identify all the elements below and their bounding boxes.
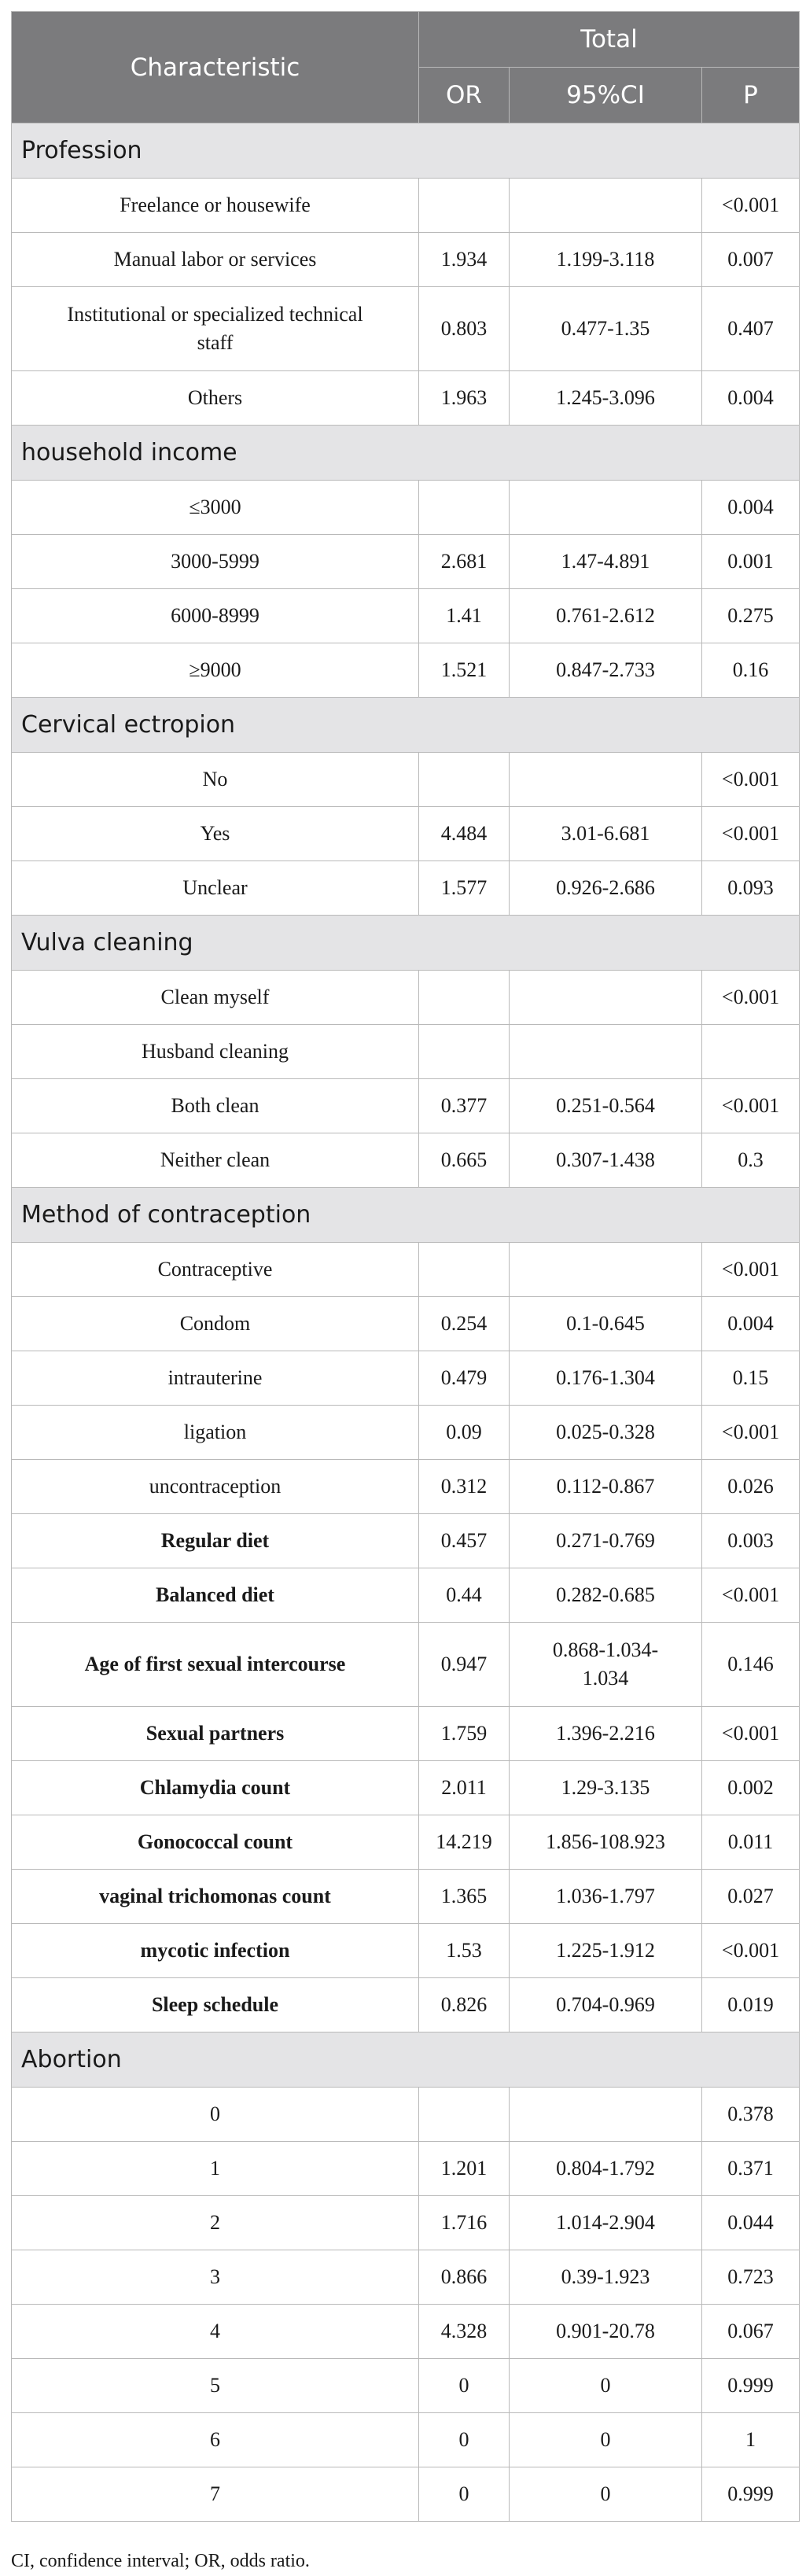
p-cell: 0.003 <box>702 1514 800 1568</box>
section-header-row <box>12 698 800 753</box>
characteristic-text: mycotic infection <box>140 1939 290 1962</box>
characteristic-cell <box>12 861 419 916</box>
section-header-row <box>12 1188 800 1243</box>
ci-cell: 0.176-1.304 <box>510 1351 702 1406</box>
table-row <box>12 481 800 535</box>
section-header-row <box>12 2032 800 2088</box>
characteristic-cell <box>12 643 419 698</box>
characteristic-text: Freelance or housewife <box>120 193 311 216</box>
or-cell: 2.011 <box>419 1761 510 1815</box>
characteristic-cell <box>12 753 419 807</box>
or-cell: 1.365 <box>419 1870 510 1924</box>
characteristic-text: ≥9000 <box>189 658 241 681</box>
or-cell: 0.947 <box>419 1623 510 1707</box>
table-row <box>12 1978 800 2032</box>
or-cell: 0.312 <box>419 1460 510 1514</box>
characteristic-text: 3000-5999 <box>171 550 259 573</box>
p-cell: <0.001 <box>702 1707 800 1761</box>
or-cell: 1.963 <box>419 371 510 426</box>
p-cell: 0.026 <box>702 1460 800 1514</box>
or-cell: 1.521 <box>419 643 510 698</box>
section-header-row <box>12 123 800 179</box>
table-row <box>12 2305 800 2359</box>
p-cell: 0.002 <box>702 1761 800 1815</box>
ci-cell: 0.926-2.686 <box>510 861 702 916</box>
characteristic-text: Sexual partners <box>145 1722 285 1745</box>
or-cell <box>419 481 510 535</box>
characteristic-text: 5 <box>210 2374 220 2397</box>
ci-header: 95%CI <box>510 68 702 123</box>
table-row <box>12 2088 800 2142</box>
ci-cell: 0 <box>510 2359 702 2413</box>
characteristic-text: 6 <box>210 2428 220 2451</box>
ci-cell: 1.47-4.891 <box>510 535 702 589</box>
ci-text: 0.868-1.034-1.034 <box>552 1638 659 1690</box>
characteristic-text: Neither clean <box>160 1148 271 1171</box>
p-cell: 0.007 <box>702 233 800 287</box>
or-cell: 4.328 <box>419 2305 510 2359</box>
p-cell: 0.407 <box>702 287 800 371</box>
or-cell: 14.219 <box>419 1815 510 1870</box>
characteristic-cell <box>12 1761 419 1815</box>
p-cell: 0.275 <box>702 589 800 643</box>
ci-cell: 0.761-2.612 <box>510 589 702 643</box>
p-cell: 0.067 <box>702 2305 800 2359</box>
table-row <box>12 643 800 698</box>
characteristic-cell <box>12 2196 419 2250</box>
characteristic-text: 7 <box>210 2482 220 2505</box>
ci-cell: 1.225-1.912 <box>510 1924 702 1978</box>
or-cell <box>419 179 510 233</box>
characteristic-text: Both clean <box>171 1094 259 1117</box>
table-row <box>12 1568 800 1623</box>
ci-cell: 0.704-0.969 <box>510 1978 702 2032</box>
ci-cell: 1.29-3.135 <box>510 1761 702 1815</box>
p-cell: 0.001 <box>702 535 800 589</box>
table-row <box>12 1870 800 1924</box>
p-cell: 0.004 <box>702 481 800 535</box>
or-cell: 0.826 <box>419 1978 510 2032</box>
odds-ratio-table <box>11 11 800 2522</box>
or-cell <box>419 971 510 1025</box>
p-cell: <0.001 <box>702 179 800 233</box>
table-row <box>12 2250 800 2305</box>
characteristic-text: Balanced diet <box>156 1583 274 1606</box>
or-cell: 0.457 <box>419 1514 510 1568</box>
ci-cell <box>510 1025 702 1079</box>
or-header: OR <box>419 68 510 123</box>
p-cell: <0.001 <box>702 1568 800 1623</box>
characteristic-text: Regular diet <box>160 1529 270 1552</box>
table-row <box>12 1406 800 1460</box>
p-cell: 0.371 <box>702 2142 800 2196</box>
characteristic-cell <box>12 535 419 589</box>
ci-cell: 0.282-0.685 <box>510 1568 702 1623</box>
table-row <box>12 1297 800 1351</box>
table-row <box>12 371 800 426</box>
ci-cell: 0 <box>510 2413 702 2467</box>
or-cell: 0 <box>419 2413 510 2467</box>
table-row <box>12 807 800 861</box>
table-row <box>12 2142 800 2196</box>
characteristic-text: Clean myself <box>160 986 270 1008</box>
characteristic-cell <box>12 807 419 861</box>
table-row <box>12 1815 800 1870</box>
p-cell: 0.004 <box>702 1297 800 1351</box>
table-footnote: CI, confidence interval; OR, odds ratio. <box>11 2551 310 2571</box>
or-cell: 0.254 <box>419 1297 510 1351</box>
or-cell: 1.934 <box>419 233 510 287</box>
p-cell: 0.999 <box>702 2467 800 2522</box>
or-cell: 0.665 <box>419 1133 510 1188</box>
p-cell: 0.3 <box>702 1133 800 1188</box>
table-row <box>12 1351 800 1406</box>
ci-cell <box>510 1623 702 1707</box>
characteristic-cell <box>12 1623 419 1707</box>
characteristic-text: Sleep schedule <box>151 1993 279 2016</box>
characteristic-cell <box>12 1025 419 1079</box>
or-cell: 0.866 <box>419 2250 510 2305</box>
p-cell: 0.16 <box>702 643 800 698</box>
section-label: Cervical ectropion <box>12 698 800 753</box>
table-header <box>12 12 800 123</box>
characteristic-cell <box>12 2088 419 2142</box>
or-cell: 0.09 <box>419 1406 510 1460</box>
p-cell: <0.001 <box>702 1406 800 1460</box>
table-row <box>12 1514 800 1568</box>
characteristic-cell <box>12 1460 419 1514</box>
characteristic-text: Unclear <box>182 876 248 899</box>
p-cell: 0.044 <box>702 2196 800 2250</box>
ci-cell <box>510 753 702 807</box>
table-row <box>12 753 800 807</box>
section-label: Vulva cleaning <box>12 916 800 971</box>
table-row <box>12 2413 800 2467</box>
characteristic-text: 3 <box>210 2265 220 2288</box>
characteristic-cell <box>12 2142 419 2196</box>
table-row <box>12 1243 800 1297</box>
p-cell: <0.001 <box>702 971 800 1025</box>
table-row <box>12 2467 800 2522</box>
characteristic-cell <box>12 1815 419 1870</box>
p-cell: <0.001 <box>702 807 800 861</box>
or-cell <box>419 1243 510 1297</box>
or-cell: 1.577 <box>419 861 510 916</box>
ci-cell: 0.804-1.792 <box>510 2142 702 2196</box>
table-row <box>12 1924 800 1978</box>
table-row <box>12 1025 800 1079</box>
characteristic-cell <box>12 1351 419 1406</box>
p-cell: 0.027 <box>702 1870 800 1924</box>
ci-cell <box>510 971 702 1025</box>
ci-cell: 0.39-1.923 <box>510 2250 702 2305</box>
ci-cell: 0.1-0.645 <box>510 1297 702 1351</box>
ci-cell: 0.112-0.867 <box>510 1460 702 1514</box>
characteristic-cell <box>12 1243 419 1297</box>
p-cell: 0.999 <box>702 2359 800 2413</box>
p-cell: 0.019 <box>702 1978 800 2032</box>
characteristic-text: ≤3000 <box>189 496 241 518</box>
table-row <box>12 535 800 589</box>
p-cell: <0.001 <box>702 1243 800 1297</box>
or-cell <box>419 753 510 807</box>
characteristic-text: Condom <box>179 1312 251 1335</box>
p-cell: <0.001 <box>702 753 800 807</box>
characteristic-cell <box>12 287 419 371</box>
characteristic-text: intrauterine <box>167 1366 263 1389</box>
characteristic-text: 0 <box>210 2102 220 2125</box>
table-row <box>12 2196 800 2250</box>
or-cell <box>419 2088 510 2142</box>
ci-cell: 0 <box>510 2467 702 2522</box>
or-cell: 0.44 <box>419 1568 510 1623</box>
characteristic-cell <box>12 371 419 426</box>
ci-cell: 1.856-108.923 <box>510 1815 702 1870</box>
ci-cell: 0.847-2.733 <box>510 643 702 698</box>
characteristic-cell <box>12 971 419 1025</box>
or-cell: 4.484 <box>419 807 510 861</box>
ci-cell: 0.251-0.564 <box>510 1079 702 1133</box>
characteristic-text: 4 <box>210 2320 220 2342</box>
p-cell: 0.378 <box>702 2088 800 2142</box>
ci-cell <box>510 2088 702 2142</box>
header-row-1 <box>12 12 800 68</box>
table-row <box>12 233 800 287</box>
p-cell: <0.001 <box>702 1079 800 1133</box>
ci-cell: 0.271-0.769 <box>510 1514 702 1568</box>
ci-cell: 0.477-1.35 <box>510 287 702 371</box>
characteristic-text: Manual labor or services <box>113 248 317 271</box>
characteristic-text: 2 <box>210 2211 220 2234</box>
characteristic-text: vaginal trichomonas count <box>99 1885 331 1907</box>
or-cell: 1.716 <box>419 2196 510 2250</box>
table-row <box>12 1623 800 1707</box>
table-row <box>12 861 800 916</box>
characteristic-text: ligation <box>183 1421 247 1443</box>
p-cell: 0.15 <box>702 1351 800 1406</box>
characteristic-text: 6000-8999 <box>171 604 259 627</box>
characteristic-cell <box>12 1568 419 1623</box>
table-row <box>12 971 800 1025</box>
characteristic-cell <box>12 179 419 233</box>
characteristic-text: Age of first sexual intercourse <box>84 1653 346 1675</box>
or-cell: 0 <box>419 2359 510 2413</box>
or-cell: 2.681 <box>419 535 510 589</box>
characteristic-text: Gonococcal count <box>137 1830 293 1853</box>
total-header: Total <box>419 12 800 68</box>
section-header-row <box>12 916 800 971</box>
ci-cell: 0.307-1.438 <box>510 1133 702 1188</box>
ci-cell: 0.901-20.78 <box>510 2305 702 2359</box>
table-row <box>12 1707 800 1761</box>
characteristic-cell <box>12 1133 419 1188</box>
table-row <box>12 1133 800 1188</box>
ci-cell: 1.014-2.904 <box>510 2196 702 2250</box>
characteristic-cell <box>12 1514 419 1568</box>
characteristic-text: Others <box>187 386 243 409</box>
table-row <box>12 1079 800 1133</box>
characteristic-cell <box>12 1707 419 1761</box>
characteristic-cell <box>12 481 419 535</box>
p-cell: 0.004 <box>702 371 800 426</box>
or-cell <box>419 1025 510 1079</box>
ci-cell: 3.01-6.681 <box>510 807 702 861</box>
or-cell: 1.201 <box>419 2142 510 2196</box>
characteristic-text: No <box>202 768 228 790</box>
results-table-container <box>11 11 799 2522</box>
characteristic-cell <box>12 2250 419 2305</box>
characteristic-cell <box>12 1297 419 1351</box>
characteristic-cell <box>12 2413 419 2467</box>
characteristic-header: Characteristic <box>12 12 419 123</box>
characteristic-text: Contraceptive <box>157 1258 273 1281</box>
or-cell: 0 <box>419 2467 510 2522</box>
or-cell: 0.479 <box>419 1351 510 1406</box>
characteristic-cell <box>12 589 419 643</box>
ci-cell: 1.199-3.118 <box>510 233 702 287</box>
characteristic-cell <box>12 1079 419 1133</box>
ci-cell: 0.025-0.328 <box>510 1406 702 1460</box>
characteristic-cell <box>12 2305 419 2359</box>
ci-cell: 1.245-3.096 <box>510 371 702 426</box>
table-row <box>12 179 800 233</box>
table-row <box>12 1460 800 1514</box>
ci-cell: 1.396-2.216 <box>510 1707 702 1761</box>
section-label: Method of contraception <box>12 1188 800 1243</box>
p-cell: 1 <box>702 2413 800 2467</box>
ci-cell <box>510 481 702 535</box>
table-row <box>12 287 800 371</box>
p-cell <box>702 1025 800 1079</box>
table-body <box>12 123 800 2522</box>
p-cell: 0.011 <box>702 1815 800 1870</box>
table-row <box>12 589 800 643</box>
characteristic-text: Institutional or specialized technical staff <box>67 303 363 354</box>
section-label: Profession <box>12 123 800 179</box>
section-header-row <box>12 426 800 481</box>
ci-cell: 1.036-1.797 <box>510 1870 702 1924</box>
characteristic-cell <box>12 1978 419 2032</box>
characteristic-cell <box>12 2359 419 2413</box>
characteristic-text: 1 <box>210 2157 220 2180</box>
p-header: P <box>702 68 800 123</box>
p-cell: 0.093 <box>702 861 800 916</box>
characteristic-cell <box>12 1924 419 1978</box>
characteristic-cell <box>12 233 419 287</box>
characteristic-text: uncontraception <box>149 1475 282 1498</box>
table-row <box>12 2359 800 2413</box>
characteristic-cell <box>12 1870 419 1924</box>
section-label: household income <box>12 426 800 481</box>
or-cell: 0.377 <box>419 1079 510 1133</box>
p-cell: <0.001 <box>702 1924 800 1978</box>
ci-cell <box>510 1243 702 1297</box>
or-cell: 1.759 <box>419 1707 510 1761</box>
or-cell: 1.41 <box>419 589 510 643</box>
characteristic-text: Yes <box>200 822 230 845</box>
characteristic-text: Chlamydia count <box>139 1776 291 1799</box>
section-label: Abortion <box>12 2032 800 2088</box>
characteristic-cell <box>12 2467 419 2522</box>
p-cell: 0.146 <box>702 1623 800 1707</box>
p-cell: 0.723 <box>702 2250 800 2305</box>
characteristic-text: Husband cleaning <box>141 1040 289 1063</box>
table-row <box>12 1761 800 1815</box>
ci-cell <box>510 179 702 233</box>
or-cell: 1.53 <box>419 1924 510 1978</box>
characteristic-cell <box>12 1406 419 1460</box>
or-cell: 0.803 <box>419 287 510 371</box>
